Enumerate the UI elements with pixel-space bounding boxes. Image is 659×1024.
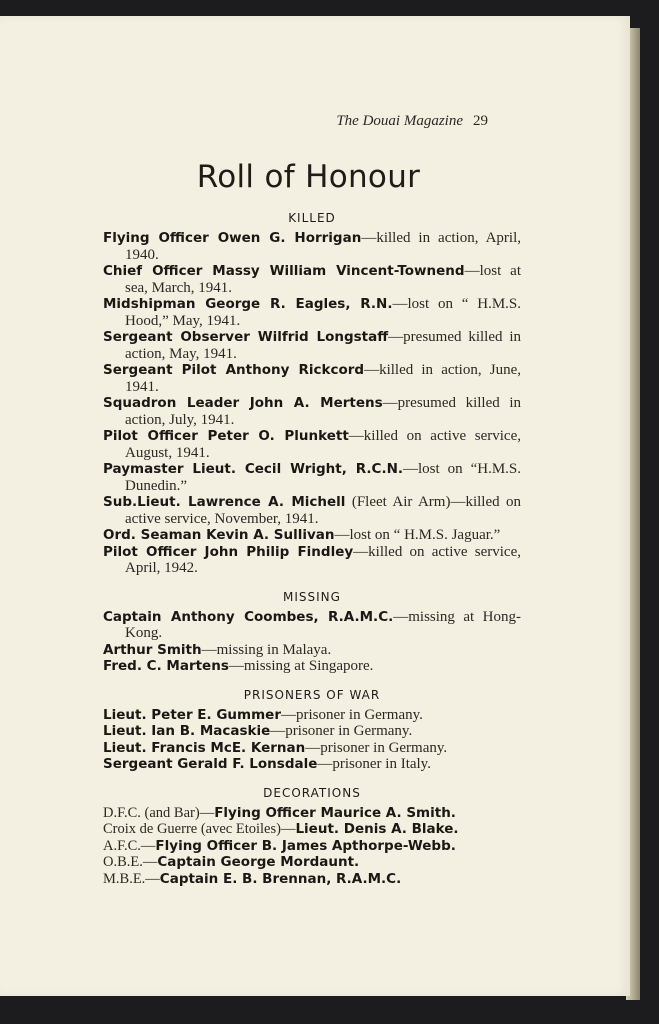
roll-entry bbox=[103, 395, 521, 428]
decoration-entry bbox=[103, 821, 521, 838]
entry-detail: (Fleet Air Arm)—killed on active service, November, 1941. bbox=[125, 494, 522, 527]
entry-detail: —missing at Singapore. bbox=[228, 658, 374, 674]
roll-entry bbox=[103, 756, 521, 773]
entry-detail: —prisoner in Germany. bbox=[281, 706, 423, 723]
entry-detail: —lost on “ H.M.S. Hood,” May, 1941. bbox=[125, 296, 522, 329]
roll-entry bbox=[103, 707, 521, 724]
decoration-entry bbox=[103, 854, 521, 871]
roll-entry bbox=[103, 658, 521, 675]
entry-detail: —lost on “H.M.S. Dunedin.” bbox=[125, 461, 521, 494]
section-heading-missing: MISSING bbox=[283, 589, 341, 604]
roll-entry bbox=[103, 609, 521, 642]
entry-detail: —lost on “ H.M.S. Jaguar.” bbox=[334, 527, 501, 543]
roll-entry bbox=[103, 494, 521, 527]
section-heading-decorations: DECORATIONS bbox=[263, 785, 361, 800]
book-page bbox=[0, 16, 630, 996]
entry-detail: —killed on active service, April, 1942. bbox=[125, 543, 521, 576]
decoration-recipient: Flying Officer Maurice A. Smith. bbox=[214, 804, 456, 821]
decoration-award: A.F.C.— bbox=[103, 837, 156, 854]
entry-detail: —lost at sea, March, 1941. bbox=[125, 263, 521, 296]
entry-name: Ord. Seaman Kevin A. Sullivan bbox=[103, 527, 335, 543]
entry-name: Lieut. Ian B. Macaskie bbox=[103, 723, 271, 739]
roll-entry bbox=[103, 740, 521, 757]
entry-name: Squadron Leader John A. Mertens bbox=[103, 395, 383, 411]
decorations-list bbox=[103, 805, 521, 888]
magazine-name: The Douai Magazine bbox=[336, 113, 463, 129]
entry-name: Sub.Lieut. Lawrence A. Michell bbox=[103, 494, 346, 510]
entry-detail: —presumed killed in action, May, 1941. bbox=[125, 329, 521, 362]
entry-name: Sergeant Observer Wilfrid Longstaff bbox=[103, 329, 389, 345]
roll-entry bbox=[103, 642, 521, 659]
section-heading-killed: KILLED bbox=[288, 211, 336, 225]
entry-name: Paymaster Lieut. Cecil Wright, R.C.N. bbox=[103, 461, 404, 477]
entry-detail: —presumed killed in action, July, 1941. bbox=[125, 395, 521, 428]
entry-detail: —prisoner in Germany. bbox=[270, 723, 413, 739]
decoration-award: D.F.C. (and Bar)— bbox=[103, 804, 215, 821]
entry-detail: —prisoner in Germany. bbox=[305, 739, 448, 756]
missing-list bbox=[103, 609, 521, 675]
running-head bbox=[336, 113, 488, 130]
entry-name: Pilot Officer John Philip Findley bbox=[103, 543, 354, 560]
roll-content bbox=[103, 210, 521, 887]
killed-list bbox=[103, 230, 521, 577]
roll-entry bbox=[103, 263, 521, 296]
entry-name: Captain Anthony Coombes, R.A.M.C. bbox=[103, 608, 394, 625]
decoration-recipient: Lieut. Denis A. Blake. bbox=[295, 821, 459, 837]
entry-name: Arthur Smith bbox=[103, 641, 202, 658]
decoration-entry bbox=[103, 838, 521, 855]
entry-detail: —missing in Malaya. bbox=[201, 641, 332, 658]
entry-name: Flying Officer Owen G. Horrigan bbox=[103, 230, 362, 246]
entry-name: Sergeant Pilot Anthony Rickcord bbox=[103, 362, 365, 378]
decoration-award: O.B.E.— bbox=[103, 854, 158, 870]
decoration-award: Croix de Guerre (avec Etoiles)— bbox=[103, 821, 296, 837]
decoration-recipient: Captain George Mordaunt. bbox=[157, 854, 360, 870]
roll-entry bbox=[103, 461, 521, 494]
entry-name: Sergeant Gerald F. Lonsdale bbox=[103, 756, 318, 772]
entry-name: Lieut. Francis McE. Kernan bbox=[103, 739, 306, 756]
section-heading-prisoners: PRISONERS OF WAR bbox=[243, 687, 381, 702]
entry-name: Fred. C. Martens bbox=[103, 658, 229, 674]
entry-detail: —killed in action, June, 1941. bbox=[125, 362, 521, 395]
roll-entry bbox=[103, 362, 521, 395]
entry-name: Lieut. Peter E. Gummer bbox=[103, 706, 281, 723]
page-title: Roll of Honour bbox=[196, 159, 421, 195]
roll-entry bbox=[103, 723, 521, 740]
roll-entry bbox=[103, 296, 521, 329]
decoration-entry bbox=[103, 805, 521, 822]
decoration-entry bbox=[103, 871, 521, 888]
roll-entry bbox=[103, 544, 521, 577]
entry-detail: —killed in action, April, 1940. bbox=[125, 230, 521, 263]
entry-detail: —prisoner in Italy. bbox=[317, 756, 431, 772]
decoration-recipient: Captain E. B. Brennan, R.A.M.C. bbox=[159, 870, 402, 887]
entry-name: Chief Officer Massy William Vincent-Townend bbox=[103, 263, 465, 279]
prisoners-list bbox=[103, 707, 521, 773]
roll-entry bbox=[103, 527, 521, 544]
page-number: 29 bbox=[473, 113, 488, 129]
entry-name: Midshipman George R. Eagles, R.N. bbox=[103, 296, 393, 312]
entry-detail: —missing at Hong-Kong. bbox=[125, 608, 521, 641]
decoration-award: M.B.E.— bbox=[103, 870, 160, 887]
entry-name: Pilot Officer Peter O. Plunkett bbox=[103, 428, 349, 444]
decoration-recipient: Flying Officer B. James Apthorpe-Webb. bbox=[155, 837, 456, 854]
roll-entry bbox=[103, 329, 521, 362]
entry-detail: —killed on active service, August, 1941. bbox=[125, 428, 521, 461]
roll-entry bbox=[103, 428, 521, 461]
roll-entry bbox=[103, 230, 521, 263]
